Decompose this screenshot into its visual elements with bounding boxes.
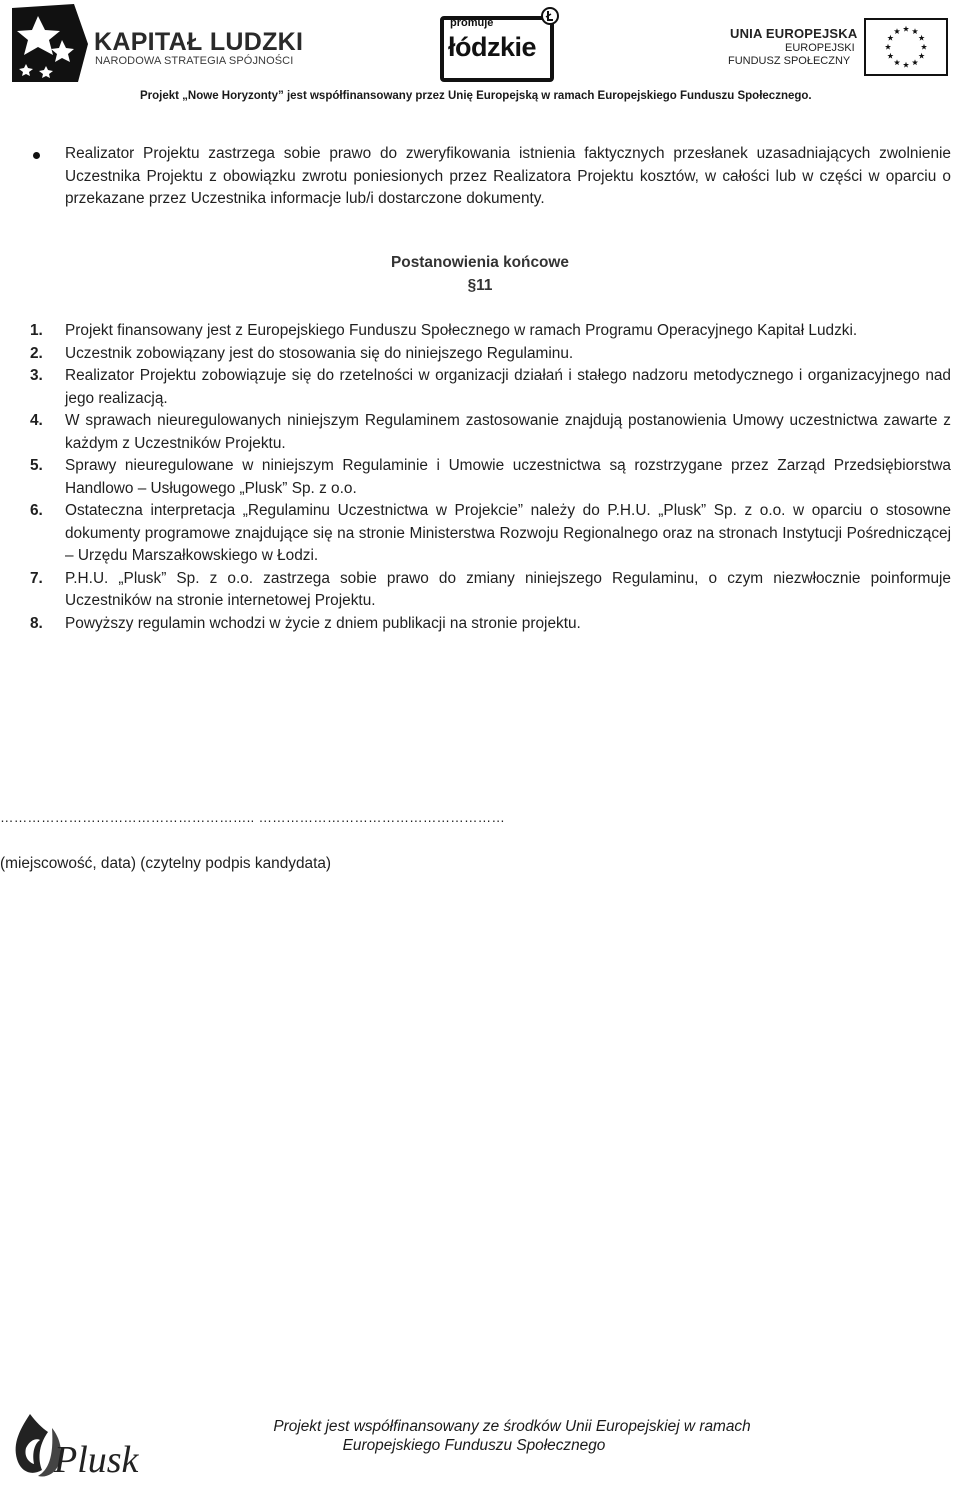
item-number: 3. (30, 367, 43, 384)
item-text: W sprawach nieuregulowanych niniejszym Regulaminem zastosowanie znajdują postanowienia Umowy uczestnictwa zawarte z każdym z Uczestników Projektu. (65, 412, 951, 452)
bullet-paragraph: Realizator Projektu zastrzega sobie prawo do zweryfikowania istnienia faktycznych przesłanek uzasadniających zwolnienie Uczestnika Projektu z obowiązku zwrotu poniesionych przez Realizatora Projektu kosztów, w całości lub w części w oparciu o przekazane przez Uczestnika informacje lub/i dostarczone dokumenty. (65, 145, 951, 207)
provisions-list (30, 320, 951, 635)
item-number: 7. (30, 569, 43, 587)
item-text: Uczestnik zobowiązany jest do stosowania się do niniejszego Regulaminu. (65, 344, 574, 362)
list-item (30, 410, 951, 455)
ue-fund-line-1: EUROPEJSKI (785, 42, 855, 54)
item-text: P.H.U. „Plusk” Sp. z o.o. zastrzega sobie prawo do zmiany niniejszego Regulaminu, o czym niezwłocznie poinformuje Uczestników na stronie internetowej Projektu. (65, 569, 951, 609)
item-number: 4. (30, 412, 43, 429)
ue-title: UNIA EUROPEJSKA (730, 26, 858, 41)
list-item (30, 343, 951, 366)
item-number: 1. (30, 322, 43, 339)
kapital-ludzki-title: KAPITAŁ LUDZKI (94, 28, 304, 56)
list-item (30, 613, 951, 636)
list-item (30, 568, 951, 613)
eu-flag-icon (864, 18, 948, 76)
item-text: Ostateczna interpretacja „Regulaminu Uczestnictwa w Projekcie” należy do P.H.U. „Plusk” Sp. z o.o. w oparciu o stosowne dokumenty programowe znajdujące się na stronie Ministerstwa Rozwoju Regionalnego oraz na stronach Instytucji Pośredniczącej – Urzędu Marszałkowskiego w Łodzi. (65, 502, 951, 564)
ue-fund-line-2: FUNDUSZ SPOŁECZNY (728, 55, 851, 67)
item-number: 6. (30, 502, 43, 519)
lodzkie-promuje-text: promuje (450, 17, 494, 29)
item-number: 5. (30, 457, 43, 474)
kapital-ludzki-subtitle: NARODOWA STRATEGIA SPÓJNOŚCI (95, 55, 294, 67)
list-item (30, 455, 951, 500)
lodzkie-name: łódzkie (448, 32, 537, 62)
footer-line-2: Europejskiego Funduszu Społecznego (342, 1437, 606, 1454)
item-number: 2. (30, 344, 43, 362)
footer-line-1: Projekt jest współfinansowany ze środków Unii Europejskiej w ramach (273, 1418, 751, 1435)
item-text: Sprawy nieuregulowane w niniejszym Regulaminie i Umowie uczestnictwa są rozstrzygane przez Zarząd Przedsiębiorstwa Handlowo – Usługowego „Plusk” Sp. z o.o. (65, 457, 951, 497)
item-text: Realizator Projektu zobowiązuje się do rzetelności w organizacji działań i stałego nadzoru metodycznego i organizacyjnego nad jego realizacją. (65, 367, 951, 407)
signature-dotted-line: ……………………………………………….. ……………………………………………… (0, 810, 506, 825)
list-item (30, 500, 951, 568)
list-item (30, 365, 951, 410)
item-number: 8. (30, 614, 43, 632)
header-project-caption: Projekt „Nowe Horyzonty” jest współfinansowany przez Unię Europejską w ramach Europejskiego Funduszu Społecznego. (140, 90, 812, 102)
signature-label: (miejscowość, data) (czytelny podpis kandydata) (0, 855, 332, 872)
lodzkie-badge-icon (540, 6, 560, 26)
kapital-ludzki-emblem (8, 4, 93, 84)
section-title: Postanowienia końcowe (391, 254, 569, 271)
list-item (30, 320, 951, 343)
section-number: §11 (467, 277, 493, 294)
bullet-point-icon (33, 152, 40, 159)
item-text: Projekt finansowany jest z Europejskiego Funduszu Społecznego w ramach Programu Operacyjnego Kapitał Ludzki. (65, 322, 858, 339)
svg-text:Plusk: Plusk (54, 1439, 139, 1481)
item-text: Powyższy regulamin wchodzi w życie z dniem publikacji na stronie projektu. (65, 614, 581, 632)
